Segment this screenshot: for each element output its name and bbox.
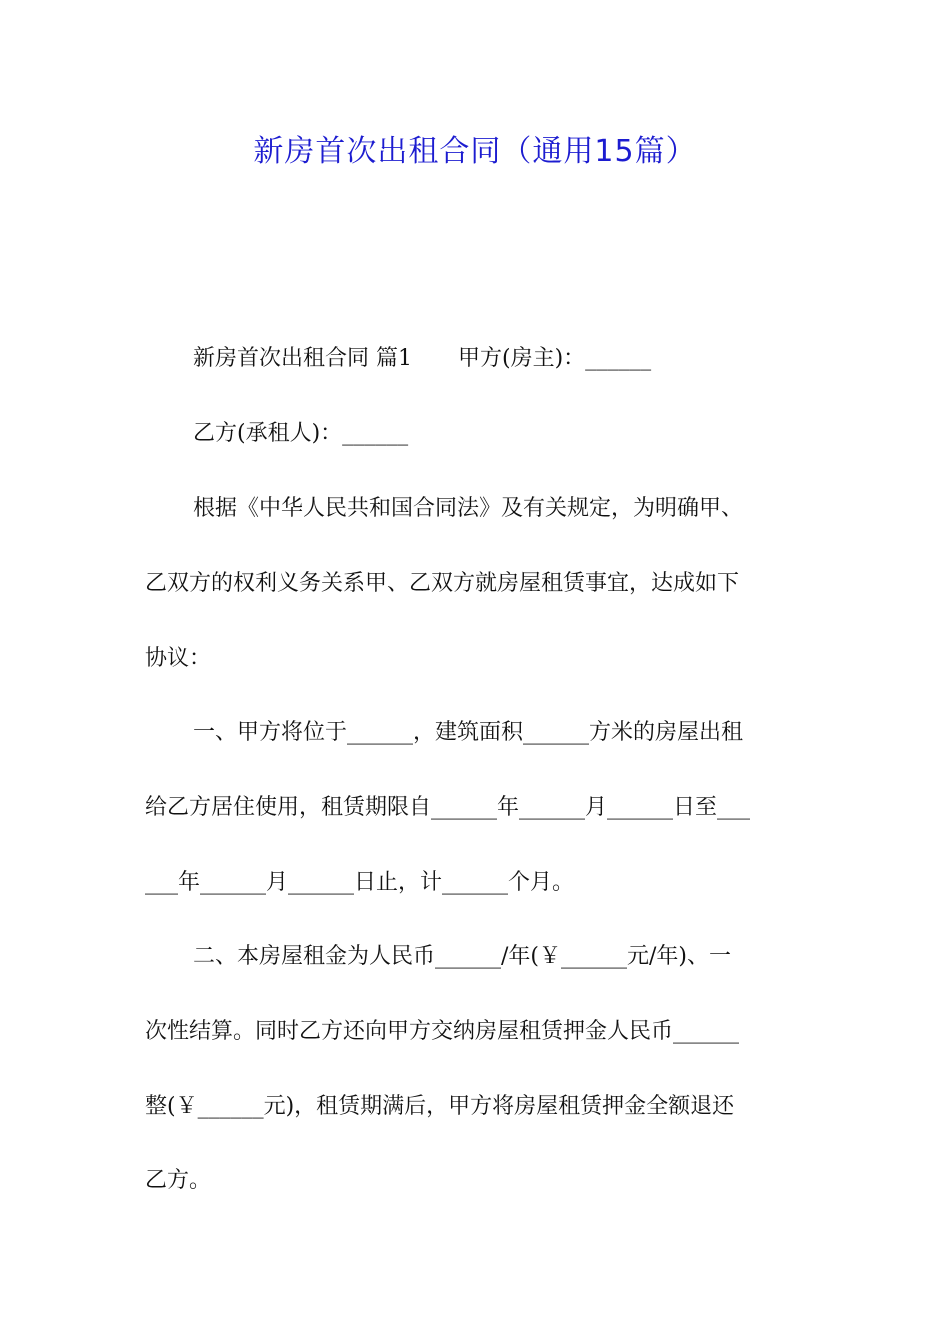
paragraph-line: 次性结算。同时乙方还向甲方交纳房屋租赁押金人民币______ (145, 1019, 740, 1044)
party-a-line: 甲方(房主)：______ (458, 346, 652, 371)
party-b-line: 乙方(承租人)：______ (193, 421, 409, 446)
paragraph-line: 给乙方居住使用，租赁期限自______年______月______日至___ (145, 795, 751, 820)
section-heading: 新房首次出租合同 篇1 (193, 346, 412, 371)
document-title: 新房首次出租合同（通用15篇） (253, 134, 697, 169)
clause-one-line: 一、甲方将位于______，建筑面积______方米的房屋出租 (193, 720, 744, 745)
paragraph-line: 乙方。 (145, 1168, 212, 1193)
section-heading-line (193, 343, 810, 375)
paragraph-line: ___年______月______日止，计______个月。 (145, 870, 575, 895)
paragraph-line: 根据《中华人民共和国合同法》及有关规定，为明确甲、 (193, 496, 744, 521)
paragraph-line: 协议： (145, 646, 212, 671)
paragraph-line: 整(￥______元)，租赁期满后，甲方将房屋租赁押金全额退还 (145, 1094, 735, 1119)
paragraph-line: 乙双方的权利义务关系甲、乙双方就房屋租赁事宜，达成如下 (145, 571, 740, 596)
clause-two-line: 二、本房屋租金为人民币______/年(￥______元/年)、一 (193, 944, 731, 969)
